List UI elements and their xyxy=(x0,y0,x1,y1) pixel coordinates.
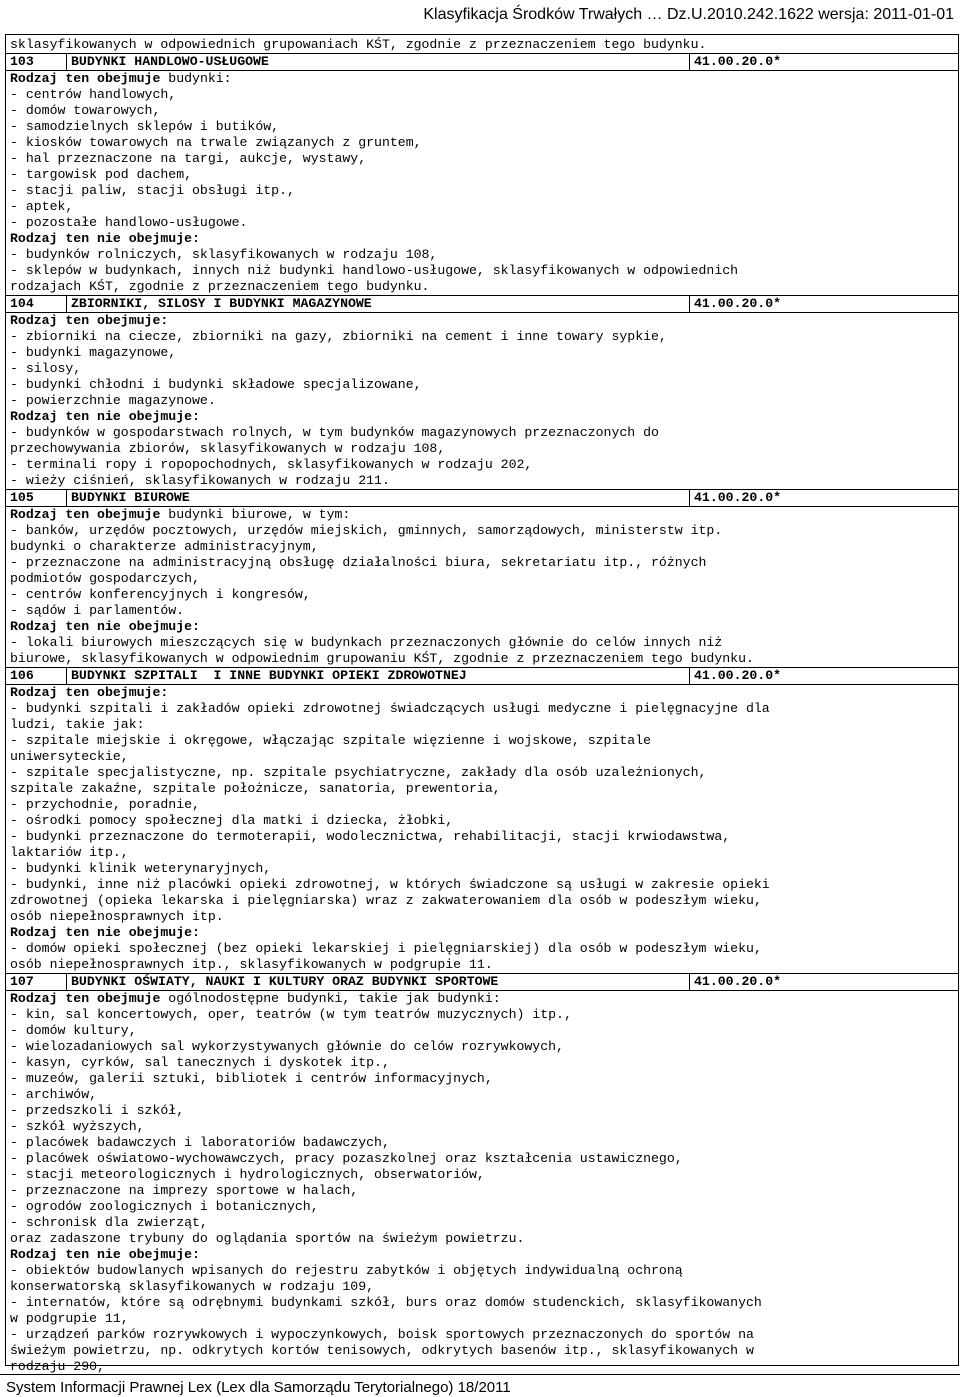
bold-label: Rodzaj ten nie obejmuje: xyxy=(10,231,200,246)
text-line xyxy=(10,71,954,87)
line-text: budynki o charakterze administracyjnym, xyxy=(10,539,319,554)
line-text: - muzeów, galerii sztuki, bibliotek i centrów informacyjnych, xyxy=(10,1071,493,1086)
line-text: - stacji meteorologicznych i hydrologicznych, obserwatoriów, xyxy=(10,1167,485,1182)
line-text: budynki biurowe, w tym: xyxy=(160,507,351,522)
line-text: zdrowotnej (opieka lekarska i pielęgniarska) wraz z zakwaterowaniem dla osób w podeszłym wieku, xyxy=(10,893,762,908)
text-line xyxy=(10,135,954,151)
line-text: w podgrupie 11, xyxy=(10,1311,129,1326)
group-number: 106 xyxy=(10,668,34,683)
text-line xyxy=(10,313,954,329)
line-text: - domów towarowych, xyxy=(10,103,161,118)
text-line xyxy=(10,603,954,619)
text-line xyxy=(10,539,954,555)
line-text: - sklepów w budynkach, innych niż budynki handlowo-usługowe, sklasyfikowanych w odpowiednich xyxy=(10,263,739,278)
text-line xyxy=(10,1295,954,1311)
text-line xyxy=(10,651,954,667)
line-text: - przeznaczone na administracyjną obsługę działalności biura, sekretariatu itp., różnych xyxy=(10,555,707,570)
text-line xyxy=(10,523,954,539)
line-text: rodzajach KŚT, zgodnie z przeznaczeniem tego budynku. xyxy=(10,279,430,294)
group-header-row xyxy=(6,53,958,71)
text-line xyxy=(10,781,954,797)
text-line xyxy=(10,635,954,651)
bold-label: Rodzaj ten obejmuje xyxy=(10,991,161,1006)
text-line xyxy=(10,701,954,717)
line-text: uniwersyteckie, xyxy=(10,749,129,764)
line-text: - wielozadaniowych sal wykorzystywanych głównie do celów rozrywkowych, xyxy=(10,1039,564,1054)
line-text: - internatów, które są odrębnymi budynkami szkół, burs oraz domów studenckich, sklasyfikowanych xyxy=(10,1295,762,1310)
text-line xyxy=(10,231,954,247)
line-text: - szpitale miejskie i okręgowe, włączając szpitale więzienne i wojskowe, szpitale xyxy=(10,733,652,748)
line-text: - schronisk dla zwierząt, xyxy=(10,1215,208,1230)
text-line xyxy=(10,441,954,457)
text-line xyxy=(10,991,954,1007)
text-line xyxy=(10,587,954,603)
line-text: - budynki przeznaczone do termoterapii, wodolecznictwa, rehabilitacji, stacji krwiodawstwa, xyxy=(10,829,731,844)
line-text: - domów opieki społecznej (bez opieki lekarskiej i pielęgniarskiej) dla osób w podeszłym wieku, xyxy=(10,941,762,956)
text-line xyxy=(10,1039,954,1055)
line-text: osób niepełnosprawnych itp. xyxy=(10,909,224,924)
line-text: przechowywania zbiorów, sklasyfikowanych w rodzaju 108, xyxy=(10,441,446,456)
bold-label: Rodzaj ten obejmuje: xyxy=(10,313,169,328)
line-text: - archiwów, xyxy=(10,1087,98,1102)
text-line xyxy=(10,151,954,167)
text-line xyxy=(10,813,954,829)
text-line xyxy=(10,685,954,701)
line-text: - budynków w gospodarstwach rolnych, w tym budynków magazynowych przeznaczonych do xyxy=(10,425,659,440)
text-line xyxy=(10,765,954,781)
line-text: oraz zadaszone trybuny do oglądania sportów na świeżym powietrzu. xyxy=(10,1231,525,1246)
line-text: - pozostałe handlowo-usługowe. xyxy=(10,215,248,230)
text-line xyxy=(10,1263,954,1279)
text-line xyxy=(10,555,954,571)
text-line xyxy=(10,1007,954,1023)
text-line xyxy=(10,733,954,749)
text-line xyxy=(10,1151,954,1167)
bold-label: Rodzaj ten obejmuje xyxy=(10,507,161,522)
footer-text: System Informacji Prawnej Lex (Lex dla Samorządu Terytorialnego) 18/2011 xyxy=(6,1379,511,1396)
line-text: - samodzielnych sklepów i butików, xyxy=(10,119,280,134)
line-text: - kin, sal koncertowych, oper, teatrów (w tym teatrów muzycznych) itp., xyxy=(10,1007,572,1022)
line-text: ogólnodostępne budynki, takie jak budynki: xyxy=(160,991,501,1006)
line-text: - wieży ciśnień, sklasyfikowanych w rodzaju 211. xyxy=(10,473,390,488)
text-line xyxy=(10,957,954,973)
text-line xyxy=(10,1071,954,1087)
line-text: laktariów itp., xyxy=(10,845,129,860)
line-text: - ogrodów zoologicznych i botanicznych, xyxy=(10,1199,319,1214)
line-text: - szpitale specjalistyczne, np. szpitale psychiatryczne, zakłady dla osób uzależnionych, xyxy=(10,765,707,780)
text-line xyxy=(10,941,954,957)
text-line xyxy=(10,1247,954,1263)
text-line xyxy=(10,119,954,135)
group-name: BUDYNKI BIUROWE xyxy=(66,490,190,506)
text-line xyxy=(10,199,954,215)
group-number: 103 xyxy=(10,54,34,69)
page-header xyxy=(0,0,960,30)
text-line xyxy=(10,393,954,409)
line-text: - lokali biurowych mieszczących się w budynkach przeznaczonych głównie do celów innych niż xyxy=(10,635,723,650)
text-line xyxy=(10,1343,954,1359)
text-line xyxy=(10,425,954,441)
group-name: BUDYNKI SZPITALI I INNE BUDYNKI OPIEKI ZDROWOTNEJ xyxy=(66,668,467,684)
line-text: - budynki, inne niż placówki opieki zdrowotnej, w których świadczone są usługi w zakresie opieki xyxy=(10,877,770,892)
text-line xyxy=(10,717,954,733)
text-line xyxy=(10,457,954,473)
line-text: - budynków rolniczych, sklasyfikowanych w rodzaju 108, xyxy=(10,247,438,262)
line-text: - obiektów budowlanych wpisanych do rejestru zabytków i objętych indywidualną ochroną xyxy=(10,1263,683,1278)
document-content xyxy=(6,35,958,1375)
text-line xyxy=(10,215,954,231)
text-line xyxy=(10,183,954,199)
line-text: - budynki chłodni i budynki składowe specjalizowane, xyxy=(10,377,422,392)
line-text: sklasyfikowanych w odpowiednich grupowaniach KŚT, zgodnie z przeznaczeniem tego budynku. xyxy=(10,37,707,52)
group-name: ZBIORNIKI, SILOSY I BUDYNKI MAGAZYNOWE xyxy=(66,296,372,312)
line-text: - aptek, xyxy=(10,199,74,214)
text-line xyxy=(10,1119,954,1135)
line-text: podmiotów gospodarczych, xyxy=(10,571,200,586)
line-text: - hal przeznaczone na targi, aukcje, wystawy, xyxy=(10,151,367,166)
page-footer xyxy=(0,1374,960,1397)
bold-label: Rodzaj ten nie obejmuje: xyxy=(10,409,200,424)
line-text: - stacji paliw, stacji obsługi itp., xyxy=(10,183,295,198)
group-header-row xyxy=(6,489,958,507)
line-text: budynki: xyxy=(160,71,232,86)
text-line xyxy=(10,263,954,279)
text-line xyxy=(10,925,954,941)
line-text: - centrów konferencyjnych i kongresów, xyxy=(10,587,311,602)
line-text: - zbiorniki na ciecze, zbiorniki na gazy, zbiorniki na cement i inne towary sypkie, xyxy=(10,329,667,344)
text-line xyxy=(10,893,954,909)
text-line xyxy=(10,845,954,861)
group-name: BUDYNKI OŚWIATY, NAUKI I KULTURY ORAZ BUDYNKI SPORTOWE xyxy=(66,974,498,990)
text-line xyxy=(10,1183,954,1199)
text-line xyxy=(10,861,954,877)
line-text: - placówek badawczych i laboratoriów badawczych, xyxy=(10,1135,390,1150)
line-text: rodzaju 290, xyxy=(10,1359,105,1374)
line-text: - centrów handlowych, xyxy=(10,87,177,102)
group-header-row xyxy=(6,973,958,991)
line-text: - przeznaczone na imprezy sportowe w halach, xyxy=(10,1183,359,1198)
line-text: - banków, urzędów pocztowych, urzędów miejskich, gminnych, samorządowych, ministerstw itp. xyxy=(10,523,723,538)
line-text: konserwatorską sklasyfikowanych w rodzaju 109, xyxy=(10,1279,375,1294)
text-line xyxy=(10,377,954,393)
group-header-row xyxy=(6,667,958,685)
text-line xyxy=(10,87,954,103)
text-line xyxy=(10,507,954,523)
group-code: 41.00.20.0* xyxy=(689,54,781,70)
bold-label: Rodzaj ten nie obejmuje: xyxy=(10,1247,200,1262)
group-number: 107 xyxy=(10,974,34,989)
text-line xyxy=(10,345,954,361)
line-text: - budynki klinik weterynaryjnych, xyxy=(10,861,272,876)
text-line xyxy=(10,361,954,377)
line-text: osób niepełnosprawnych itp., sklasyfikowanych w podgrupie 11. xyxy=(10,957,493,972)
group-number: 104 xyxy=(10,296,34,311)
text-line xyxy=(10,749,954,765)
line-text: - powierzchnie magazynowe. xyxy=(10,393,216,408)
line-text: biurowe, sklasyfikowanych w odpowiednim grupowaniu KŚT, zgodnie z przeznaczeniem tego budynku. xyxy=(10,651,754,666)
line-text: - sądów i parlamentów. xyxy=(10,603,185,618)
line-text: - domów kultury, xyxy=(10,1023,137,1038)
text-line xyxy=(10,877,954,893)
text-line xyxy=(10,1103,954,1119)
line-text: - terminali ropy i ropopochodnych, sklasyfikowanych w rodzaju 202, xyxy=(10,457,533,472)
group-code: 41.00.20.0* xyxy=(689,296,781,312)
line-text: - budynki szpitali i zakładów opieki zdrowotnej świadczących usługi medyczne i pielęgnacyjne dla xyxy=(10,701,770,716)
group-number: 105 xyxy=(10,490,34,505)
text-line xyxy=(10,409,954,425)
text-line xyxy=(10,247,954,263)
bold-label: Rodzaj ten nie obejmuje: xyxy=(10,619,200,634)
text-line xyxy=(10,279,954,295)
text-line xyxy=(10,1311,954,1327)
line-text: świeżym powietrzu, np. odkrytych kortów tenisowych, odkrytych basenów itp., sklasyfikowanych w xyxy=(10,1343,754,1358)
line-text: - urządzeń parków rozrywkowych i wypoczynkowych, boisk sportowych przeznaczonych do sportów na xyxy=(10,1327,754,1342)
text-line xyxy=(10,1359,954,1375)
text-line xyxy=(10,797,954,813)
line-text: - silosy, xyxy=(10,361,82,376)
line-text: - szkół wyższych, xyxy=(10,1119,145,1134)
text-line xyxy=(10,329,954,345)
text-line xyxy=(10,1135,954,1151)
text-line xyxy=(10,1087,954,1103)
text-line xyxy=(10,1327,954,1343)
text-line xyxy=(10,1199,954,1215)
line-text: - kasyn, cyrków, sal tanecznych i dyskotek itp., xyxy=(10,1055,390,1070)
text-line xyxy=(10,1215,954,1231)
group-code: 41.00.20.0* xyxy=(689,974,781,990)
text-line xyxy=(10,1167,954,1183)
line-text: - budynki magazynowe, xyxy=(10,345,177,360)
group-header-row xyxy=(6,295,958,313)
text-line xyxy=(10,103,954,119)
text-line xyxy=(10,473,954,489)
group-code: 41.00.20.0* xyxy=(689,668,781,684)
text-line xyxy=(10,619,954,635)
line-text: - placówek oświatowo-wychowawczych, pracy pozaszkolnej oraz kształcenia ustawicznego, xyxy=(10,1151,683,1166)
group-code: 41.00.20.0* xyxy=(689,490,781,506)
text-line xyxy=(10,571,954,587)
line-text: - targowisk pod dachem, xyxy=(10,167,193,182)
bold-label: Rodzaj ten obejmuje: xyxy=(10,685,169,700)
group-name: BUDYNKI HANDLOWO-USŁUGOWE xyxy=(66,54,269,70)
line-text: - ośrodki pomocy społecznej dla matki i dziecka, żłobki, xyxy=(10,813,454,828)
text-line xyxy=(10,1023,954,1039)
document-frame xyxy=(5,34,959,1374)
bold-label: Rodzaj ten nie obejmuje: xyxy=(10,925,200,940)
line-text: szpitale zakaźne, szpitale położnicze, sanatoria, prewentoria, xyxy=(10,781,501,796)
text-line xyxy=(10,1231,954,1247)
text-line xyxy=(10,1055,954,1071)
text-line xyxy=(10,167,954,183)
line-text: ludzi, takie jak: xyxy=(10,717,145,732)
text-line xyxy=(10,909,954,925)
document-title: Klasyfikacja Środków Trwałych … Dz.U.2010.242.1622 wersja: 2011-01-01 xyxy=(423,6,954,23)
line-text: - przedszkoli i szkół, xyxy=(10,1103,185,1118)
text-line xyxy=(10,1279,954,1295)
text-line xyxy=(10,37,954,53)
line-text: - przychodnie, poradnie, xyxy=(10,797,200,812)
line-text: - kiosków towarowych na trwale związanych z gruntem, xyxy=(10,135,422,150)
bold-label: Rodzaj ten obejmuje xyxy=(10,71,161,86)
text-line xyxy=(10,829,954,845)
